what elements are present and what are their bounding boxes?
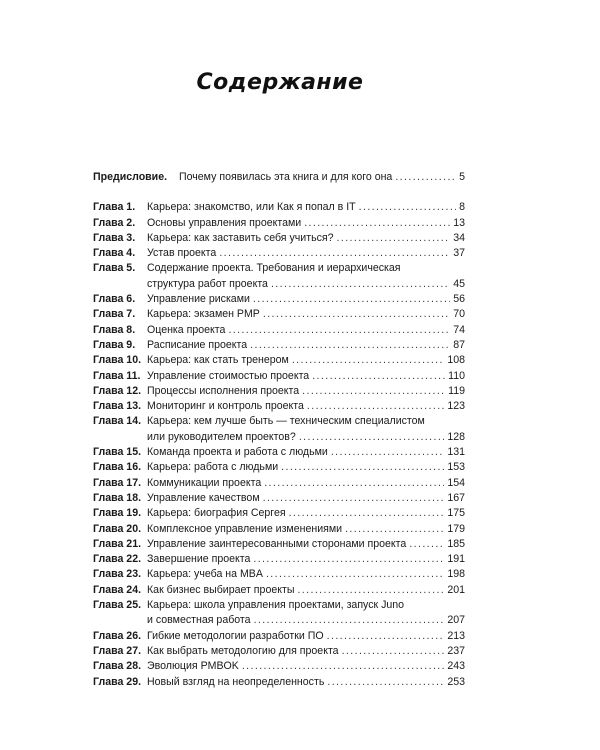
entry-line [147, 323, 465, 338]
page-number: 198 [447, 568, 465, 581]
entry-content [147, 338, 465, 353]
entry-title: Управление стоимостью проекта [147, 369, 310, 382]
page-number: 34 [453, 231, 465, 244]
dot-leader [263, 491, 445, 506]
entry-content [179, 170, 465, 185]
page-number: 123 [447, 400, 465, 413]
entry-title: Карьера: как стать тренером [147, 354, 289, 367]
entry-title: Коммуникации проекта [147, 476, 262, 489]
page-number: 45 [453, 277, 465, 290]
entry-title: Как бизнес выбирает проекты [147, 583, 295, 596]
dot-leader [327, 629, 445, 644]
toc-entry-chapter [93, 583, 465, 598]
entry-line [147, 231, 465, 246]
entry-line [147, 445, 465, 460]
dot-leader [292, 353, 444, 368]
page-number: 37 [453, 247, 465, 260]
toc-entry-chapter [93, 231, 465, 246]
chapter-label: Глава 24. [93, 583, 142, 596]
entry-title: Как выбрать методологию для проекта [147, 644, 339, 657]
dot-leader [264, 476, 444, 491]
entry-line [147, 246, 465, 261]
entry-title: Завершение проекта [147, 553, 251, 566]
dot-leader [253, 552, 444, 567]
page-number: 87 [453, 338, 465, 351]
dot-leader [242, 659, 444, 674]
dot-leader [337, 231, 451, 246]
dot-leader [266, 567, 444, 582]
chapter-label: Глава 6. [93, 293, 136, 306]
entry-content [147, 675, 465, 690]
chapter-label: Глава 1. [93, 201, 136, 214]
entry-line [147, 476, 465, 491]
toc-entry-chapter [93, 399, 465, 414]
page-number: 153 [447, 461, 465, 474]
page-number: 175 [447, 507, 465, 520]
entry-content [147, 491, 465, 506]
toc-entry-chapter [93, 200, 465, 215]
entry-title-line: Карьера: школа управления проектами, запуск Juno [147, 599, 405, 612]
chapter-label: Глава 10. [93, 354, 142, 367]
chapter-label: Глава 23. [93, 568, 142, 581]
entry-content [147, 261, 465, 292]
dot-leader [327, 675, 444, 690]
page-number: 243 [447, 660, 465, 673]
entry-content [147, 629, 465, 644]
entry-line [179, 170, 465, 185]
toc-entry-chapter [93, 598, 465, 629]
entry-content [147, 445, 465, 460]
toc-entry-chapter [93, 261, 465, 292]
chapter-label: Глава 20. [93, 522, 142, 535]
entry-line [147, 460, 465, 475]
toc-entry-chapter [93, 414, 465, 445]
entry-content [147, 246, 465, 261]
entry-content [147, 399, 465, 414]
toc-entry-chapter [93, 216, 465, 231]
toc-entry-chapter [93, 384, 465, 399]
entry-content [147, 200, 465, 215]
chapter-label: Глава 2. [93, 216, 136, 229]
entry-content [147, 537, 465, 552]
toc-entry-chapter [93, 353, 465, 368]
page-number: 74 [453, 323, 465, 336]
toc-entry-chapter [93, 522, 465, 537]
table-of-contents [93, 170, 465, 690]
dot-leader [345, 522, 444, 537]
entry-title: Основы управления проектами [147, 216, 302, 229]
entry-line [147, 307, 465, 322]
toc-entry-chapter [93, 506, 465, 521]
page-number: 108 [447, 354, 465, 367]
page-number: 201 [447, 583, 465, 596]
dot-leader [228, 323, 450, 338]
chapter-label: Глава 12. [93, 384, 142, 397]
entry-line [147, 522, 465, 537]
chapter-label: Глава 13. [93, 400, 142, 413]
chapter-label: Глава 3. [93, 231, 136, 244]
chapter-label: Глава 25. [93, 599, 142, 612]
dot-leader [253, 292, 450, 307]
entry-title: Комплексное управление изменениями [147, 522, 343, 535]
entry-content [147, 506, 465, 521]
dot-leader [304, 216, 450, 231]
toc-entry-chapter [93, 675, 465, 690]
page-number: 207 [447, 614, 465, 627]
entry-title-line: Содержание проекта. Требования и иерархическая [147, 262, 401, 275]
entry-title: и совместная работа [147, 614, 251, 627]
dot-leader [219, 246, 450, 261]
chapter-label: Глава 16. [93, 461, 142, 474]
entry-title: Оценка проекта [147, 323, 226, 336]
page-number: 237 [447, 644, 465, 657]
chapter-label: Глава 28. [93, 660, 142, 673]
entry-line [147, 353, 465, 368]
toc-entry-chapter [93, 246, 465, 261]
entry-content [147, 598, 465, 629]
chapter-label: Глава 8. [93, 323, 136, 336]
entry-title: Эволюция PMBOK [147, 660, 239, 673]
dot-leader [342, 644, 445, 659]
entry-line [147, 200, 465, 215]
entry-content [147, 476, 465, 491]
chapter-label: Глава 27. [93, 644, 142, 657]
entry-title: Процессы исполнения проекта [147, 384, 300, 397]
entry-line [147, 506, 465, 521]
dot-leader [307, 399, 444, 414]
entry-line [147, 384, 465, 399]
toc-entry-chapter [93, 629, 465, 644]
dot-leader [302, 384, 445, 399]
dot-leader [395, 170, 456, 185]
toc-entry-chapter [93, 659, 465, 674]
toc-entry-chapter [93, 567, 465, 582]
page-number: 119 [448, 384, 465, 397]
chapter-list [93, 200, 465, 690]
chapter-label: Глава 7. [93, 308, 136, 321]
dot-leader [281, 460, 444, 475]
toc-entry-chapter [93, 460, 465, 475]
entry-content [147, 231, 465, 246]
entry-line [147, 338, 465, 353]
entry-content [147, 522, 465, 537]
entry-line [147, 613, 465, 628]
entry-title: Карьера: знакомство, или Как я попал в IT [147, 201, 356, 214]
page-number: 167 [447, 491, 465, 504]
entry-title: Карьера: экзамен PMP [147, 308, 260, 321]
entry-content [147, 307, 465, 322]
entry-content [147, 567, 465, 582]
entry-title: Мониторинг и контроль проекта [147, 400, 304, 413]
toc-entry-chapter [93, 323, 465, 338]
entry-title: Управление качеством [147, 491, 260, 504]
toc-entry-chapter [93, 445, 465, 460]
entry-content [147, 644, 465, 659]
entry-title: структура работ проекта [147, 277, 268, 290]
entry-label: Предисловие. [93, 171, 168, 183]
toc-entry-chapter [93, 491, 465, 506]
page-number: 70 [453, 308, 465, 321]
toc-entry-chapter [93, 292, 465, 307]
entry-content [147, 659, 465, 674]
entry-title: Карьера: биография Сергея [147, 507, 286, 520]
page-number: 8 [459, 201, 465, 214]
chapter-label: Глава 14. [93, 415, 142, 428]
entry-title: Новый взгляд на неопределенность [147, 675, 325, 688]
page-number: 253 [447, 675, 465, 688]
entry-content [147, 414, 465, 445]
dot-leader [254, 613, 445, 628]
entry-title: Гибкие методологии разработки ПО [147, 629, 324, 642]
entry-line [147, 675, 465, 690]
entry-content [147, 353, 465, 368]
chapter-label: Глава 18. [93, 491, 142, 504]
entry-line [147, 491, 465, 506]
page-number: 128 [447, 430, 465, 443]
page-number: 56 [453, 293, 465, 306]
entry-line [147, 430, 465, 445]
page-number: 5 [459, 171, 465, 183]
chapter-label: Глава 5. [93, 262, 136, 275]
toc-entry-chapter [93, 338, 465, 353]
entry-line [147, 567, 465, 582]
chapter-label: Глава 29. [93, 675, 142, 688]
page-number: 13 [453, 216, 465, 229]
entry-title: Команда проекта и работа с людьми [147, 446, 328, 459]
toc-entry-chapter [93, 644, 465, 659]
chapter-label: Глава 19. [93, 507, 142, 520]
dot-leader [299, 430, 444, 445]
entry-title: Расписание проекта [147, 338, 248, 351]
entry-title-line: Карьера: кем лучше быть — техническим специалистом [147, 415, 425, 428]
dot-leader [297, 583, 444, 598]
page-number: 110 [448, 369, 465, 382]
entry-title: или руководителем проектов? [147, 430, 296, 443]
dot-leader [250, 338, 450, 353]
entry-line [147, 277, 465, 292]
entry-line [147, 292, 465, 307]
entry-content [147, 216, 465, 231]
dot-leader [359, 200, 456, 215]
entry-line [147, 583, 465, 598]
entry-line [147, 537, 465, 552]
page-number: 191 [447, 553, 465, 566]
dot-leader [263, 307, 450, 322]
toc-entry-chapter [93, 552, 465, 567]
toc-entry-preface [93, 170, 465, 185]
entry-line [147, 644, 465, 659]
page-number: 131 [447, 446, 465, 459]
dot-leader [331, 445, 445, 460]
chapter-label: Глава 22. [93, 553, 142, 566]
chapter-label: Глава 9. [93, 338, 136, 351]
entry-line [147, 552, 465, 567]
entry-content [147, 583, 465, 598]
entry-title: Устав проекта [147, 247, 217, 260]
chapter-label: Глава 21. [93, 537, 142, 550]
chapter-label: Глава 15. [93, 446, 142, 459]
entry-line [147, 369, 465, 384]
entry-title: Карьера: как заставить себя учиться? [147, 231, 334, 244]
toc-entry-chapter [93, 537, 465, 552]
toc-entry-chapter [93, 369, 465, 384]
entry-title: Управление заинтересованными сторонами проекта [147, 537, 407, 550]
entry-line [147, 216, 465, 231]
page-number: 154 [447, 476, 465, 489]
page-number: 179 [447, 522, 465, 535]
chapter-label: Глава 11. [93, 369, 141, 382]
entry-title: Почему появилась эта книга и для кого она [179, 171, 393, 183]
dot-leader [409, 537, 444, 552]
entry-content [147, 323, 465, 338]
dot-leader [271, 277, 450, 292]
dot-leader [289, 506, 445, 521]
entry-line [147, 629, 465, 644]
chapter-label: Глава 26. [93, 629, 142, 642]
dot-leader [312, 369, 445, 384]
entry-line [147, 399, 465, 414]
entry-content [147, 369, 465, 384]
entry-title: Карьера: работа с людьми [147, 461, 279, 474]
entry-content [147, 384, 465, 399]
chapter-label: Глава 17. [93, 476, 142, 489]
entry-content [147, 292, 465, 307]
toc-entry-chapter [93, 307, 465, 322]
chapter-label: Глава 4. [93, 247, 136, 260]
entry-line [147, 659, 465, 674]
page-number: 213 [447, 629, 465, 642]
entry-content [147, 552, 465, 567]
entry-content [147, 460, 465, 475]
page-title: Содержание [196, 70, 364, 95]
entry-title: Карьера: учеба на MBA [147, 568, 263, 581]
page-number: 185 [447, 537, 465, 550]
toc-entry-chapter [93, 476, 465, 491]
entry-title: Управление рисками [147, 293, 250, 306]
